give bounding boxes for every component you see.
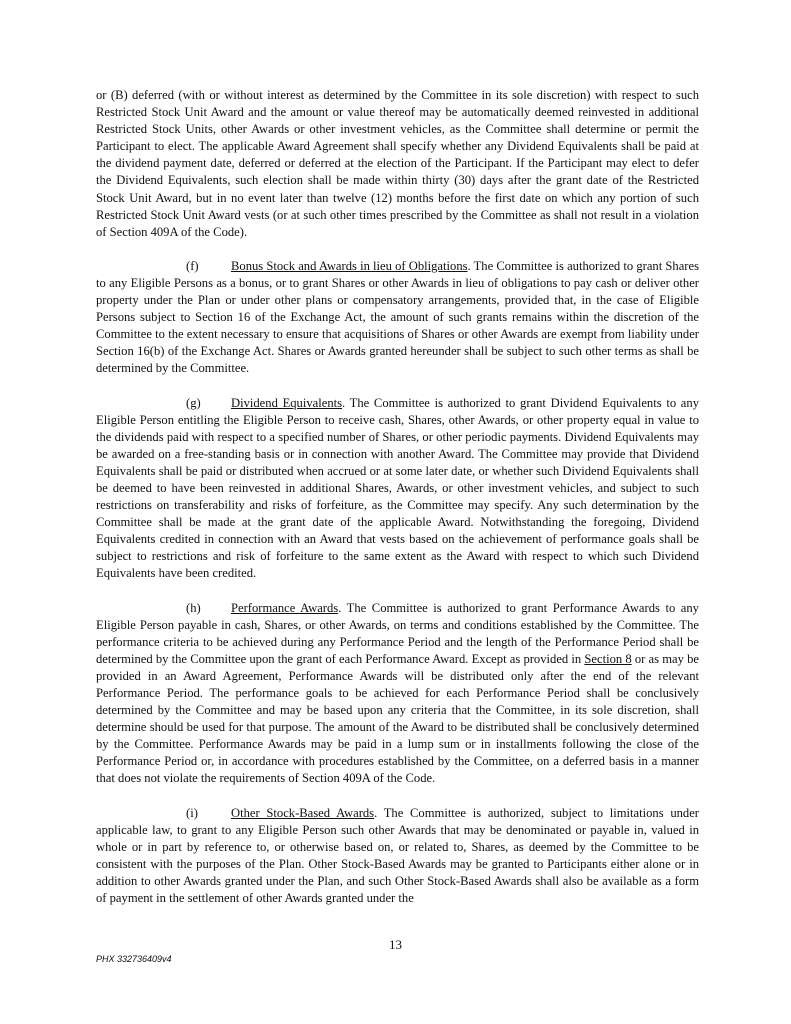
section-i-heading: Other Stock-Based Awards (231, 805, 375, 820)
section-f-number: (f) (186, 258, 199, 273)
continuation-paragraph: or (B) deferred (with or without interest as determined by the Committee in its sole discretion) with respect to such Restricted Stock Unit Award and the amount or value thereof may be automatically deemed reinvested in additional Restricted Stock Units, other Awards or other investment vehicles, as the Committee shall determine or permit the Participant to elect. The applicable Award Agreement shall specify whether any Dividend Equivalents shall be paid at the dividend payment date, deferred or deferred at the election of the Participant. If the Participant may elect to defer the Dividend Equivalents, such election shall be made within thirty (30) days after the grant date of the Restricted Stock Unit Award, but in no event later than twelve (12) months before the first date on which any portion of such Restricted Stock Unit Award vests (or at such other times prescribed by the Committee as shall not result in a violation of Section 409A of the Code). (96, 88, 699, 239)
section-g-text: . The Committee is authorized to grant Dividend Equivalents to any Eligible Person entitling the Eligible Person to receive cash, Shares, other Awards, or other property equal in value to the dividends paid with respect to a specified number of Shares, or other periodic payments. Dividend Equivalents may be awarded on a free-standing basis or in connection with another Award. The Committee may provide that Dividend Equivalents shall be paid or distributed when accrued or at some later date, or whether such Dividend Equivalents shall be deemed to have been reinvested in additional Shares, Awards, or other investment vehicles, and subject to such restrictions on transferability and risks of forfeiture, as the Committee may specify. Any such determination by the Committee shall be made at the grant date of the applicable Award. Notwithstanding the foregoing, Dividend Equivalents credited in connection with an Award that vests based on the achievement of performance goals shall be subject to restrictions and risk of forfeiture to the same extent as the Award with respect to which such Dividend Equivalents have been credited. (96, 395, 699, 581)
section-i-paragraph (96, 805, 699, 908)
section-8-reference: Section 8 (584, 651, 632, 666)
section-h-text-before: . The Committee is authorized to grant Performance Awards to any Eligible Person payable in cash, Shares, or other Awards, on terms and conditions established by the Committee. The performance criteria to be achieved during any Performance Period and the length of the Performance Period shall be determined by the Committee upon the grant of each Performance Award. Except as provided in (96, 600, 699, 666)
document-body (96, 87, 699, 924)
section-i-text: . The Committee is authorized, subject to limitations under applicable law, to grant to any Eligible Person such other Awards that may be denominated or payable in, valued in whole or in part by reference to, or otherwise based on, or related to, Shares, as deemed by the Committee to be consistent with the purposes of the Plan. Other Stock-Based Awards may be granted to Participants either alone or in addition to other Awards granted under the Plan, and such Other Stock-Based Awards shall also be available as a form of payment in the settlement of other Awards granted under the (96, 805, 699, 906)
section-g-number: (g) (186, 395, 201, 410)
section-h-text-after: or as may be provided in an Award Agreement, Performance Awards will be distributed only after the end of the relevant Performance Period. The performance goals to be achieved for each Performance Period shall be conclusively determined by the Committee and may be based upon any criteria that the Committee, in its sole discretion, shall determine should be used for that purpose. The amount of the Award to be distributed shall be conclusively determined by the Committee. Performance Awards may be paid in a lump sum or in installments following the close of the Performance Period or, in accordance with procedures established by the Committee, on a deferred basis in a manner that does not violate the requirements of Section 409A of the Code. (96, 651, 699, 786)
section-h-heading: Performance Awards (231, 600, 339, 615)
document-id: PHX 332736409v4 (96, 954, 172, 964)
section-g-heading: Dividend Equivalents (231, 395, 343, 410)
page-number: 13 (389, 937, 402, 952)
section-f-paragraph (96, 258, 699, 378)
section-h-paragraph (96, 600, 699, 788)
section-i-number: (i) (186, 805, 198, 820)
section-g-paragraph (96, 395, 699, 583)
section-f-text: . The Committee is authorized to grant Shares to any Eligible Persons as a bonus, or to grant Shares or other Awards in lieu of obligations to pay cash or deliver other property under the Plan or under other plans or compensatory arrangements, provided that, in the case of Eligible Persons subject to Section 16 of the Exchange Act, the amount of such grants remains within the discretion of the Committee to the extent necessary to ensure that acquisitions of Shares or other Awards are exempt from liability under Section 16(b) of the Exchange Act. Shares or Awards granted hereunder shall be subject to such other terms as shall be determined by the Committee. (96, 258, 699, 376)
section-h-number: (h) (186, 600, 201, 615)
section-f-heading: Bonus Stock and Awards in lieu of Obligations (231, 258, 468, 273)
